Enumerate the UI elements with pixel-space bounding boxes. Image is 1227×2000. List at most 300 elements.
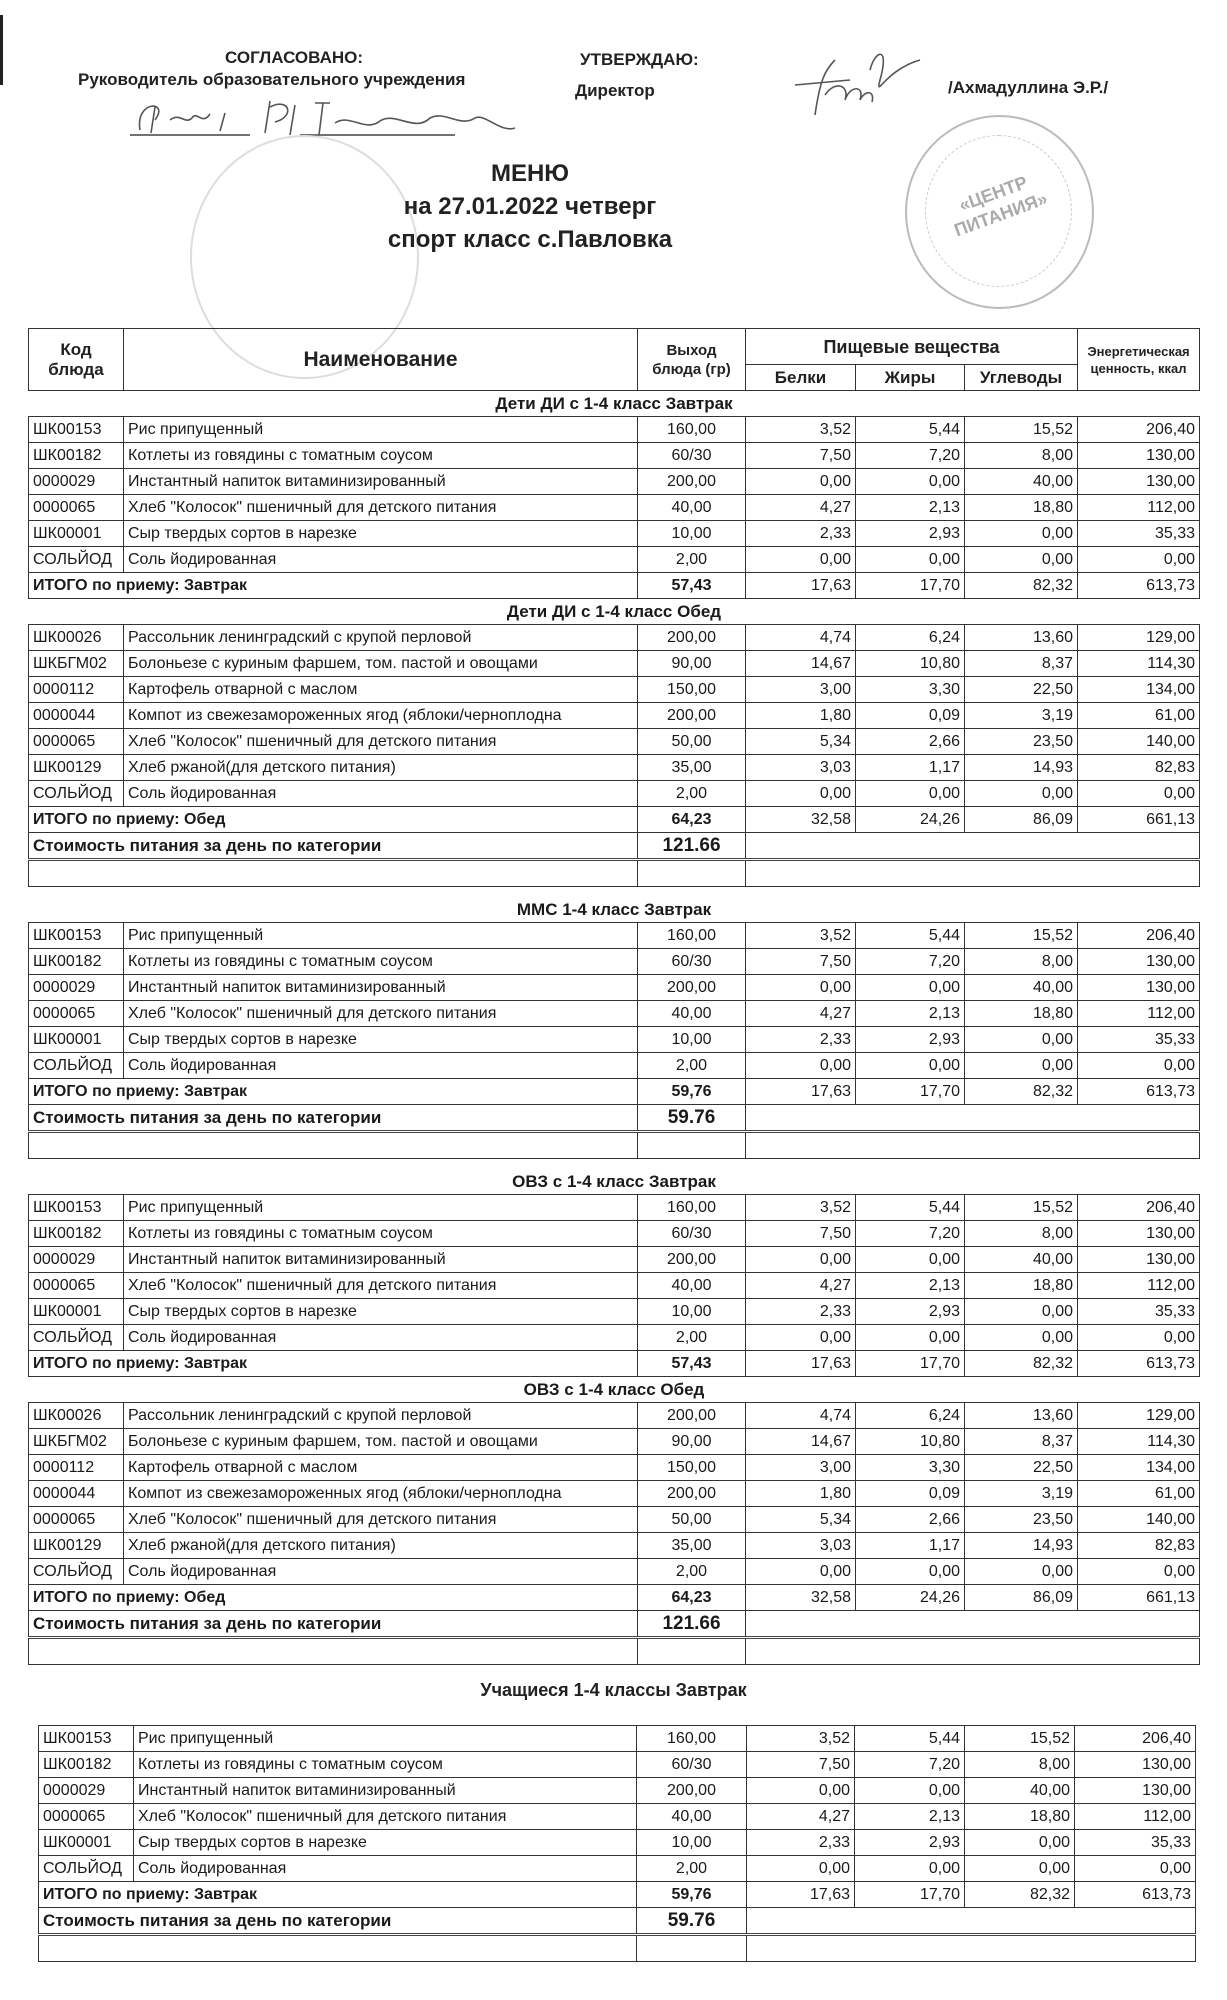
spacer-cell <box>746 860 1200 887</box>
dish-name: Инстантный напиток витаминизированный <box>124 1247 638 1273</box>
dish-protein: 0,00 <box>746 1053 856 1079</box>
dish-fat: 0,09 <box>856 1481 965 1507</box>
dish-yield: 40,00 <box>638 1001 746 1027</box>
dish-energy: 112,00 <box>1078 495 1200 521</box>
total-protein: 17,63 <box>746 1351 856 1377</box>
dish-code: ШК00182 <box>29 1221 124 1247</box>
dish-fat: 5,44 <box>856 923 965 949</box>
dish-energy: 130,00 <box>1078 1221 1200 1247</box>
dish-name: Котлеты из говядины с томатным соусом <box>134 1752 637 1778</box>
spacer-cell <box>638 1638 746 1665</box>
dish-code: 0000044 <box>29 1481 124 1507</box>
dish-name: Рис припущенный <box>124 417 638 443</box>
dish-protein: 2,33 <box>746 521 856 547</box>
table-row <box>29 1325 1200 1351</box>
total-row <box>29 807 1200 833</box>
dish-code: 0000065 <box>39 1804 134 1830</box>
total-energy: 661,13 <box>1078 807 1200 833</box>
dish-protein: 7,50 <box>746 443 856 469</box>
dish-protein: 0,00 <box>746 781 856 807</box>
dish-code: ШК00026 <box>29 1403 124 1429</box>
dish-fat: 7,20 <box>856 949 965 975</box>
dish-yield: 200,00 <box>638 1247 746 1273</box>
dish-code: СОЛЬЙОД <box>39 1856 134 1882</box>
table-row <box>29 1247 1200 1273</box>
dish-name: Рассольник ленинградский с крупой перловой <box>124 1403 638 1429</box>
dish-fat: 0,00 <box>856 975 965 1001</box>
dish-carbs: 22,50 <box>965 677 1078 703</box>
total-energy: 613,73 <box>1078 1079 1200 1105</box>
spacer-cell <box>29 1132 638 1159</box>
dish-code: ШК00129 <box>29 1533 124 1559</box>
dish-energy: 61,00 <box>1078 1481 1200 1507</box>
dish-carbs: 15,52 <box>965 923 1078 949</box>
stamp-text: «ЦЕНТР ПИТАНИЯ» <box>951 172 1051 241</box>
total-fat: 24,26 <box>856 807 965 833</box>
total-fat: 17,70 <box>856 573 965 599</box>
day-cost-row <box>29 1611 1200 1638</box>
dish-code: 0000029 <box>29 975 124 1001</box>
dish-name: Котлеты из говядины с томатным соусом <box>124 949 638 975</box>
day-cost-label: Стоимость питания за день по категории <box>29 1611 638 1638</box>
dish-name: Картофель отварной с маслом <box>124 1455 638 1481</box>
table-row <box>29 547 1200 573</box>
dish-protein: 0,00 <box>746 1559 856 1585</box>
dish-name: Рис припущенный <box>124 923 638 949</box>
dish-name: Соль йодированная <box>124 1325 638 1351</box>
total-label: ИТОГО по приему: Завтрак <box>29 573 638 599</box>
day-cost-label: Стоимость питания за день по категории <box>29 1105 638 1132</box>
spacer-cell <box>747 1935 1196 1962</box>
table-row <box>39 1778 1196 1804</box>
dish-protein: 14,67 <box>746 651 856 677</box>
col-protein: Белки <box>746 365 856 391</box>
dish-carbs: 14,93 <box>965 1533 1078 1559</box>
dish-protein: 7,50 <box>746 949 856 975</box>
approve-role: Директор <box>575 81 655 100</box>
dish-carbs: 18,80 <box>965 1273 1078 1299</box>
dish-name: Картофель отварной с маслом <box>124 677 638 703</box>
dish-carbs: 0,00 <box>965 781 1078 807</box>
dish-code: 0000065 <box>29 1273 124 1299</box>
dish-name: Соль йодированная <box>124 781 638 807</box>
dish-yield: 2,00 <box>638 547 746 573</box>
dish-carbs: 15,52 <box>965 417 1078 443</box>
table-row <box>29 1001 1200 1027</box>
dish-energy: 112,00 <box>1075 1804 1196 1830</box>
dish-protein: 0,00 <box>747 1856 855 1882</box>
dish-yield: 60/30 <box>638 1221 746 1247</box>
dish-code: ШК00182 <box>29 949 124 975</box>
dish-energy: 134,00 <box>1078 677 1200 703</box>
dish-protein: 0,00 <box>746 469 856 495</box>
dish-protein: 0,00 <box>746 1247 856 1273</box>
dish-fat: 2,13 <box>856 1273 965 1299</box>
total-label: ИТОГО по приему: Завтрак <box>29 1351 638 1377</box>
dish-fat: 7,20 <box>856 443 965 469</box>
spacer-cell <box>29 860 638 887</box>
dish-code: ШК00153 <box>29 1195 124 1221</box>
dish-energy: 206,40 <box>1078 417 1200 443</box>
dish-code: 0000065 <box>29 1507 124 1533</box>
dish-fat: 5,44 <box>856 417 965 443</box>
dish-protein: 3,52 <box>746 923 856 949</box>
dish-carbs: 23,50 <box>965 729 1078 755</box>
dish-energy: 0,00 <box>1078 1325 1200 1351</box>
dish-code: ШК00153 <box>29 417 124 443</box>
total-protein: 17,63 <box>747 1882 855 1908</box>
dish-code: ШКБГМ02 <box>29 1429 124 1455</box>
dish-protein: 3,03 <box>746 1533 856 1559</box>
dish-yield: 10,00 <box>638 521 746 547</box>
total-fat: 17,70 <box>856 1079 965 1105</box>
dish-protein: 2,33 <box>747 1830 855 1856</box>
table-row <box>29 1481 1200 1507</box>
dish-name: Хлеб "Колосок" пшеничный для детского питания <box>124 495 638 521</box>
dish-fat: 2,66 <box>856 729 965 755</box>
dish-carbs: 18,80 <box>965 1804 1075 1830</box>
total-carbs: 82,32 <box>965 573 1078 599</box>
dish-code: ШК00026 <box>29 625 124 651</box>
dish-fat: 2,13 <box>856 495 965 521</box>
dish-protein: 5,34 <box>746 729 856 755</box>
total-carbs: 86,09 <box>965 1585 1078 1611</box>
dish-name: Сыр твердых сортов в нарезке <box>124 1299 638 1325</box>
dish-code: ШК00129 <box>29 755 124 781</box>
dish-protein: 1,80 <box>746 703 856 729</box>
dish-fat: 10,80 <box>856 1429 965 1455</box>
dish-code: 0000065 <box>29 729 124 755</box>
col-yield: Выход блюда (гр) <box>638 329 746 391</box>
dish-fat: 0,00 <box>855 1856 965 1882</box>
dish-protein: 7,50 <box>746 1221 856 1247</box>
dish-fat: 0,00 <box>856 781 965 807</box>
spacer-cell <box>29 1638 638 1665</box>
total-row <box>29 573 1200 599</box>
total-protein: 32,58 <box>746 807 856 833</box>
spacer-cell <box>638 860 746 887</box>
table-row <box>29 949 1200 975</box>
dish-name: Котлеты из говядины с томатным соусом <box>124 443 638 469</box>
dish-name: Рис припущенный <box>124 1195 638 1221</box>
dish-carbs: 0,00 <box>965 1325 1078 1351</box>
dish-carbs: 0,00 <box>965 547 1078 573</box>
dish-fat: 1,17 <box>856 1533 965 1559</box>
dish-code: ШК00153 <box>29 923 124 949</box>
dish-fat: 7,20 <box>855 1752 965 1778</box>
dish-yield: 200,00 <box>638 1481 746 1507</box>
dish-protein: 3,03 <box>746 755 856 781</box>
dish-fat: 0,00 <box>856 1053 965 1079</box>
dish-yield: 60/30 <box>637 1752 747 1778</box>
dish-code: ШК00001 <box>29 521 124 547</box>
dish-code: ШК00001 <box>39 1830 134 1856</box>
dish-code: ШК00153 <box>39 1726 134 1752</box>
dish-name: Соль йодированная <box>124 1053 638 1079</box>
dish-code: ШК00001 <box>29 1299 124 1325</box>
dish-carbs: 3,19 <box>965 1481 1078 1507</box>
dish-protein: 3,52 <box>746 417 856 443</box>
dish-protein: 4,27 <box>746 1001 856 1027</box>
table-row <box>29 625 1200 651</box>
dish-energy: 129,00 <box>1078 1403 1200 1429</box>
total-label: ИТОГО по приему: Завтрак <box>39 1882 637 1908</box>
dish-energy: 114,30 <box>1078 651 1200 677</box>
dish-carbs: 0,00 <box>965 1856 1075 1882</box>
dish-carbs: 0,00 <box>965 1027 1078 1053</box>
dish-yield: 160,00 <box>638 1195 746 1221</box>
dish-energy: 206,40 <box>1075 1726 1196 1752</box>
table-row <box>29 1455 1200 1481</box>
dish-fat: 0,00 <box>855 1778 965 1804</box>
dish-energy: 61,00 <box>1078 703 1200 729</box>
dish-fat: 2,93 <box>856 1299 965 1325</box>
spacer-cell <box>746 1132 1200 1159</box>
menu-date: на 27.01.2022 четверг <box>403 193 657 220</box>
dish-yield: 90,00 <box>638 651 746 677</box>
dish-name: Рассольник ленинградский с крупой перловой <box>124 625 638 651</box>
dish-energy: 82,83 <box>1078 755 1200 781</box>
dish-code: ШК00001 <box>29 1027 124 1053</box>
director-signature-icon <box>790 40 930 130</box>
dish-fat: 0,00 <box>856 469 965 495</box>
dish-carbs: 18,80 <box>965 1001 1078 1027</box>
dish-carbs: 3,19 <box>965 703 1078 729</box>
dish-energy: 130,00 <box>1078 975 1200 1001</box>
dish-code: СОЛЬЙОД <box>29 1559 124 1585</box>
dish-energy: 35,33 <box>1078 1299 1200 1325</box>
section-caption: Учащиеся 1-4 классы Завтрак <box>480 1680 747 1700</box>
table-row <box>29 1221 1200 1247</box>
total-carbs: 82,32 <box>965 1882 1075 1908</box>
table-row <box>29 1053 1200 1079</box>
total-protein: 32,58 <box>746 1585 856 1611</box>
dish-fat: 0,00 <box>856 1325 965 1351</box>
section-caption: Дети ДИ с 1-4 класс Завтрак <box>495 393 733 413</box>
table-row <box>39 1726 1196 1752</box>
section-caption: ОВЗ с 1-4 класс Завтрак <box>512 1171 716 1191</box>
dish-protein: 2,33 <box>746 1299 856 1325</box>
dish-yield: 40,00 <box>637 1804 747 1830</box>
table-row <box>29 1299 1200 1325</box>
dish-energy: 114,30 <box>1078 1429 1200 1455</box>
total-yield: 59,76 <box>637 1882 747 1908</box>
dish-name: Инстантный напиток витаминизированный <box>124 469 638 495</box>
dish-yield: 150,00 <box>638 677 746 703</box>
day-cost-value: 121.66 <box>638 833 746 860</box>
dish-energy: 130,00 <box>1075 1778 1196 1804</box>
dish-protein: 0,00 <box>746 547 856 573</box>
dish-protein: 3,52 <box>746 1195 856 1221</box>
dish-carbs: 40,00 <box>965 1247 1078 1273</box>
dish-energy: 0,00 <box>1078 1559 1200 1585</box>
table-row <box>29 1027 1200 1053</box>
dish-protein: 3,52 <box>747 1726 855 1752</box>
dish-carbs: 18,80 <box>965 495 1078 521</box>
approver-name: /Ахмадуллина Э.Р./ <box>948 78 1109 97</box>
dish-yield: 50,00 <box>638 1507 746 1533</box>
blank-spacer <box>29 887 1200 898</box>
dish-protein: 4,27 <box>746 1273 856 1299</box>
total-fat: 24,26 <box>856 1585 965 1611</box>
dish-carbs: 0,00 <box>965 1559 1078 1585</box>
dish-energy: 206,40 <box>1078 1195 1200 1221</box>
dish-protein: 4,74 <box>746 1403 856 1429</box>
table-row <box>29 1533 1200 1559</box>
dish-yield: 160,00 <box>638 417 746 443</box>
menu-title: МЕНЮ <box>490 160 570 187</box>
total-fat: 17,70 <box>856 1351 965 1377</box>
col-energy: Энергетическая ценность, ккал <box>1078 329 1200 391</box>
dish-yield: 90,00 <box>638 1429 746 1455</box>
dish-protein: 0,00 <box>746 1325 856 1351</box>
total-label: ИТОГО по приему: Обед <box>29 807 638 833</box>
total-carbs: 82,32 <box>965 1351 1078 1377</box>
dish-carbs: 8,00 <box>965 443 1078 469</box>
table-row <box>29 729 1200 755</box>
dish-name: Хлеб "Колосок" пшеничный для детского питания <box>124 1001 638 1027</box>
spacer-cell <box>746 1638 1200 1665</box>
table-row <box>29 521 1200 547</box>
dish-fat: 2,93 <box>856 1027 965 1053</box>
dish-code: 0000044 <box>29 703 124 729</box>
agreed-role: Руководитель образовательного учреждения <box>78 70 466 89</box>
dish-energy: 0,00 <box>1075 1856 1196 1882</box>
dish-energy: 35,33 <box>1078 1027 1200 1053</box>
dish-carbs: 8,00 <box>965 949 1078 975</box>
total-row <box>39 1882 1196 1908</box>
dish-protein: 1,80 <box>746 1481 856 1507</box>
dish-code: СОЛЬЙОД <box>29 1325 124 1351</box>
dish-code: СОЛЬЙОД <box>29 781 124 807</box>
dish-code: ШКБГМ02 <box>29 651 124 677</box>
dish-yield: 2,00 <box>637 1856 747 1882</box>
dish-protein: 0,00 <box>747 1778 855 1804</box>
menu-class: спорт класс с.Павловка <box>387 226 673 253</box>
dish-energy: 140,00 <box>1078 1507 1200 1533</box>
dish-fat: 0,00 <box>856 1559 965 1585</box>
dish-energy: 140,00 <box>1078 729 1200 755</box>
col-fat: Жиры <box>856 365 965 391</box>
dish-protein: 0,00 <box>746 975 856 1001</box>
day-cost-empty <box>746 1611 1200 1638</box>
dish-name: Сыр твердых сортов в нарезке <box>124 1027 638 1053</box>
spacer-row <box>29 860 1200 887</box>
col-name: Наименование <box>124 329 638 391</box>
total-row <box>29 1351 1200 1377</box>
total-energy: 613,73 <box>1078 573 1200 599</box>
dish-yield: 35,00 <box>638 1533 746 1559</box>
dish-fat: 5,44 <box>855 1726 965 1752</box>
table-row <box>29 923 1200 949</box>
dish-name: Хлеб "Колосок" пшеничный для детского питания <box>134 1804 637 1830</box>
dish-code: 0000029 <box>29 469 124 495</box>
agreed-label: СОГЛАСОВАНО: <box>225 48 364 67</box>
spacer-cell <box>637 1935 747 1962</box>
dish-energy: 82,83 <box>1078 1533 1200 1559</box>
dish-fat: 3,30 <box>856 677 965 703</box>
dish-energy: 35,33 <box>1078 521 1200 547</box>
table-row <box>29 417 1200 443</box>
dish-energy: 130,00 <box>1078 469 1200 495</box>
dish-fat: 3,30 <box>856 1455 965 1481</box>
dish-code: СОЛЬЙОД <box>29 547 124 573</box>
dish-yield: 200,00 <box>637 1778 747 1804</box>
table-row <box>29 1195 1200 1221</box>
dish-carbs: 13,60 <box>965 1403 1078 1429</box>
spacer-cell <box>638 1132 746 1159</box>
dish-fat: 6,24 <box>856 625 965 651</box>
col-nutrients: Пищевые вещества <box>746 329 1078 365</box>
dish-code: 0000065 <box>29 495 124 521</box>
table-row <box>29 755 1200 781</box>
dish-code: СОЛЬЙОД <box>29 1053 124 1079</box>
dish-protein: 2,33 <box>746 1027 856 1053</box>
dish-name: Соль йодированная <box>134 1856 637 1882</box>
dish-energy: 129,00 <box>1078 625 1200 651</box>
dish-protein: 7,50 <box>747 1752 855 1778</box>
dish-energy: 112,00 <box>1078 1001 1200 1027</box>
dish-name: Соль йодированная <box>124 1559 638 1585</box>
dish-name: Хлеб "Колосок" пшеничный для детского питания <box>124 1507 638 1533</box>
total-yield: 64,23 <box>638 1585 746 1611</box>
dish-carbs: 22,50 <box>965 1455 1078 1481</box>
dish-yield: 10,00 <box>638 1027 746 1053</box>
spacer-row <box>39 1935 1196 1962</box>
dish-protein: 3,00 <box>746 1455 856 1481</box>
total-energy: 661,13 <box>1078 1585 1200 1611</box>
dish-fat: 5,44 <box>856 1195 965 1221</box>
dish-yield: 200,00 <box>638 1403 746 1429</box>
dish-energy: 130,00 <box>1078 443 1200 469</box>
table-row <box>39 1856 1196 1882</box>
table-row <box>29 781 1200 807</box>
dish-fat: 7,20 <box>856 1221 965 1247</box>
table-row <box>29 469 1200 495</box>
dish-code: ШК00182 <box>29 443 124 469</box>
table-row <box>29 495 1200 521</box>
dish-name: Инстантный напиток витаминизированный <box>134 1778 637 1804</box>
total-protein: 17,63 <box>746 573 856 599</box>
dish-energy: 134,00 <box>1078 1455 1200 1481</box>
dish-yield: 40,00 <box>638 1273 746 1299</box>
day-cost-empty <box>747 1908 1196 1935</box>
dish-carbs: 0,00 <box>965 521 1078 547</box>
dish-energy: 112,00 <box>1078 1273 1200 1299</box>
dish-name: Инстантный напиток витаминизированный <box>124 975 638 1001</box>
dish-fat: 2,13 <box>856 1001 965 1027</box>
dish-protein: 4,74 <box>746 625 856 651</box>
dish-carbs: 14,93 <box>965 755 1078 781</box>
menu-table-students <box>38 1725 1196 1962</box>
table-row <box>29 1559 1200 1585</box>
total-yield: 59,76 <box>638 1079 746 1105</box>
section-caption: Дети ДИ с 1-4 класс Обед <box>506 601 722 621</box>
day-cost-row <box>29 1105 1200 1132</box>
agreed-signature-icon <box>125 95 665 140</box>
dish-yield: 150,00 <box>638 1455 746 1481</box>
dish-name: Болоньезе с куриным фаршем, том. пастой и овощами <box>124 1429 638 1455</box>
dish-protein: 14,67 <box>746 1429 856 1455</box>
dish-fat: 10,80 <box>856 651 965 677</box>
dish-energy: 0,00 <box>1078 547 1200 573</box>
dish-code: 0000029 <box>29 1247 124 1273</box>
dish-yield: 200,00 <box>638 469 746 495</box>
table-row <box>39 1804 1196 1830</box>
blank-spacer <box>29 1159 1200 1170</box>
dish-yield: 2,00 <box>638 1053 746 1079</box>
dish-energy: 130,00 <box>1078 1247 1200 1273</box>
